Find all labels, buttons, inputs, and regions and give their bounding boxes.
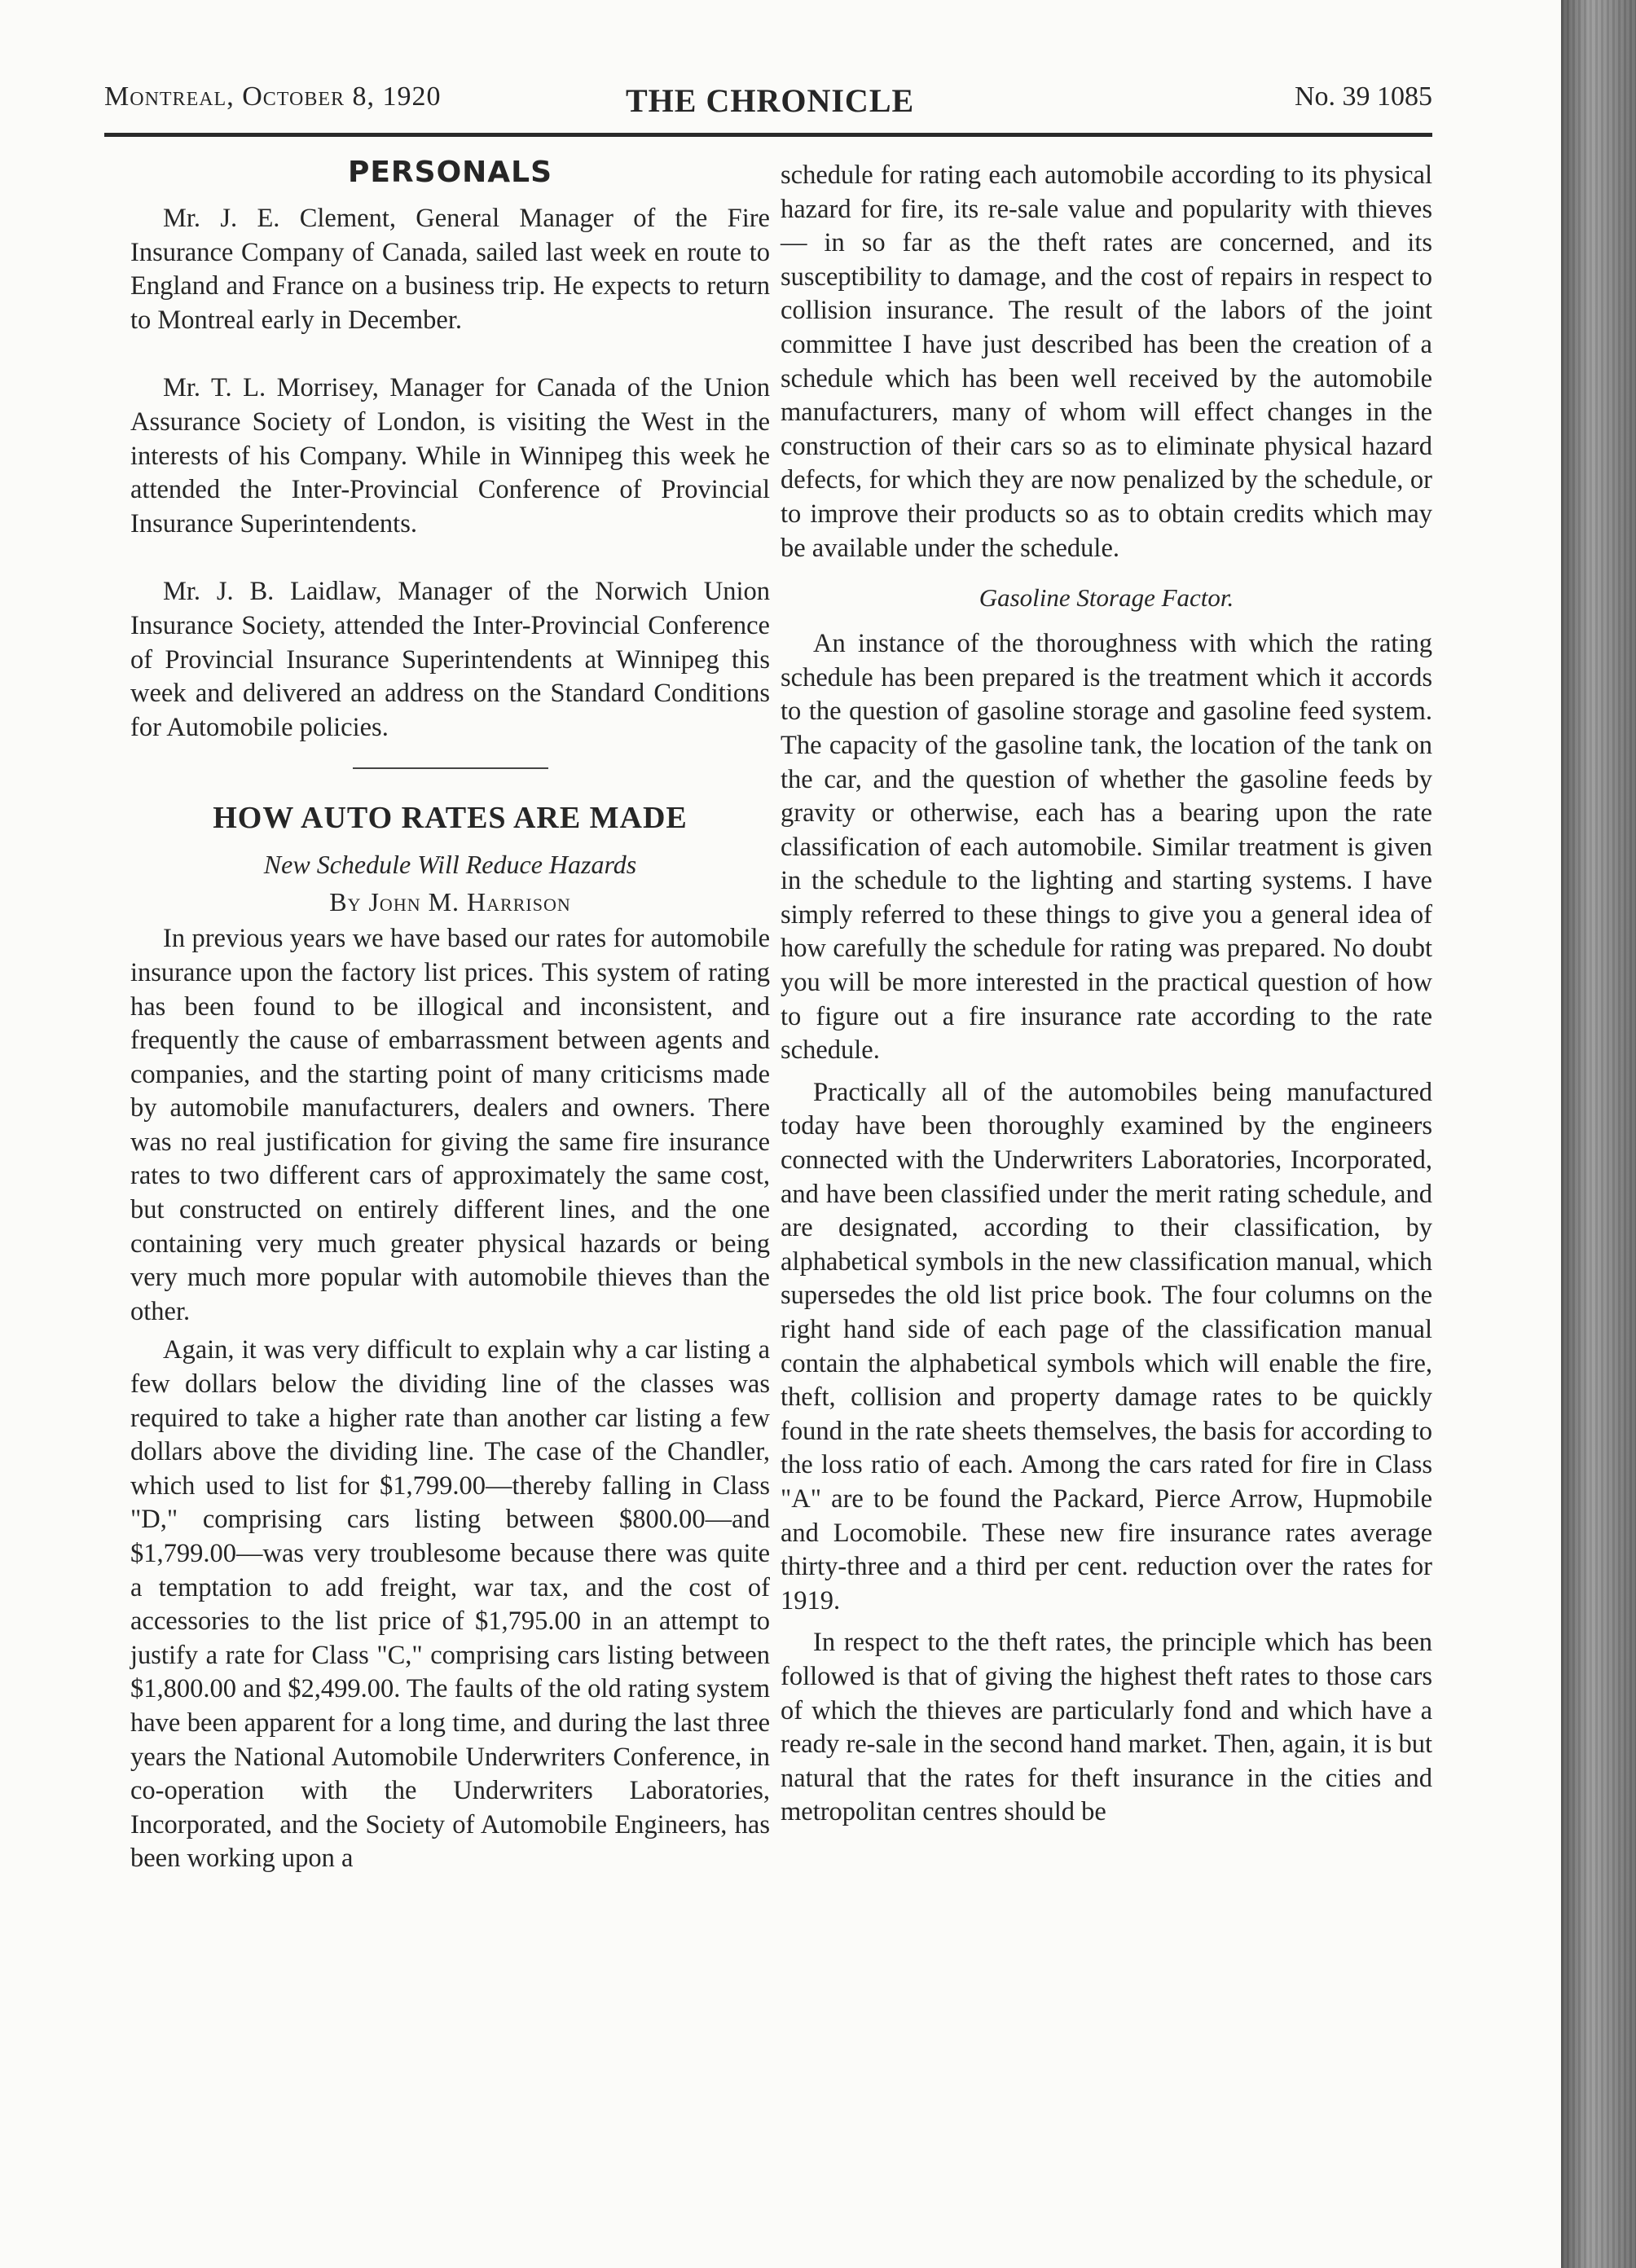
article-paragraph: An instance of the thoroughness with which the rating schedule has been prepared is the treatment which it accords to the question of gasoline storage and gasoline feed system. The capacity of the gasoline tank, the location of the tank on the car, and the question of whether the gasoline feeds by gravity or otherwise, each has a bearing upon the rate classification of each automobile. Similar treatment is given in the schedule to the lighting and starting systems. I have simply referred to these things to give you a general idea of how carefully the schedule for rating was prepared. No doubt you will be more interested in the practical question of how to figure out a fire insurance rate according to the rate schedule. <box>781 629 1432 1066</box>
page-header <box>104 81 1432 130</box>
book-spine-edge <box>1561 0 1636 2268</box>
header-issue-page: No. 39 1085 <box>1294 81 1432 112</box>
personal-paragraph: Mr. J. E. Clement, General Manager of the Fire Insurance Company of Canada, sailed last week en route to England and France on a business trip. He expects to return to Montreal early in December. <box>130 204 770 335</box>
personals-heading: PERSONALS <box>347 156 553 189</box>
article-paragraph: In previous years we have based our rates for automobile insurance upon the factory list prices. This system of rating has been found to be illogical and inconsistent, and frequently the cause of embarrassment between agents and companies, and the starting point of many criticisms made by automobile manufacturers, dealers and owners. There was no real justification for giving the same fire insurance rates to two different cars of approximately the same cost, but constructed on entirely different lines, and the one containing very much greater physical hazards or being very much more popular with automobile thieves than the other. <box>130 924 770 1326</box>
article-paragraph: In respect to the theft rates, the principle which has been followed is that of giving the highest theft rates to those cars of which the thieves are particularly fond and which have a ready re-sale in the second hand market. Then, again, it is but natural that the rates for theft insurance in the cities and metropolitan centres should be <box>781 1628 1432 1827</box>
header-publication-title: THE CHRONICLE <box>626 82 915 119</box>
header-rule <box>104 133 1432 137</box>
article-continuation: schedule for rating each automobile according to its physical hazard for fire, its re-sale value and popularity with thieves— in so far as the theft rates are concerned, and its susceptibility to damage, and the cost of repairs in respect to collision insurance. The result of the labors of the joint committee I have just described has been the creation of a schedule which has been well received by the automobile manufacturers, many of whom will effect changes in the construction of their cars so as to eliminate physical hazard defects, for which they are now penalized by the schedule, or to improve their products so as to obtain credits which may be available under the schedule. <box>781 160 1432 563</box>
section-divider <box>353 767 548 769</box>
left-column <box>130 153 770 1876</box>
article-paragraph: Again, it was very difficult to explain why a car listing a few dollars below the dividing line of the classes was required to take a higher rate than another car listing a few dollars above the dividing line. The case of the Chandler, which used to list for $1,799.00—thereby falling in Class "D," comprising cars listing between $800.00—and $1,799.00—was very troublesome because there was quite a temptation to add freight, war tax, and the cost of accessories to the list price of $1,795.00 in an attempt to justify a rate for Class "C," comprising cars listing between $1,800.00 and $2,499.00. The faults of the old rating system have been apparent for a long time, and during the last three years the National Automobile Underwriters Conference, in co-operation with the Underwriters Laboratories, Incorporated, and the Society of Automobile Engineers, has been working upon a <box>130 1335 770 1874</box>
personal-paragraph: Mr. T. L. Morrisey, Manager for Canada of the Union Assurance Society of London, is visiting the West in the interests of his Company. While in Winnipeg this week he attended the Inter-Provincial Conference of Provincial Insurance Superintendents. <box>130 373 770 538</box>
right-column <box>781 159 1432 1830</box>
header-dateline: Montreal, October 8, 1920 <box>104 81 442 112</box>
section-heading: Gasoline Storage Factor. <box>979 583 1234 613</box>
personal-paragraph: Mr. J. B. Laidlaw, Manager of the Norwich Union Insurance Society, attended the Inter-Provincial Conference of Provincial Insurance Superintendents at Winnipeg this week and delivered an address on the Standard Conditions for Automobile policies. <box>130 577 770 742</box>
article-subheading: New Schedule Will Reduce Hazards <box>263 850 637 880</box>
article-paragraph: Practically all of the automobiles being manufactured today have been thoroughly examined by the engineers connected with the Underwriters Laboratories, Incorporated, and have been classified under the merit rating schedule, and are designated, according to their classification, by alphabetical symbols in the new classification manual, which supersedes the old list price book. The four columns on the right hand side of each page of the classification manual contain the alphabetical symbols which will enable the fire, theft, collision and property damage rates to be quickly found in the rate sheets themselves, the basis for according to the loss ratio of each. Among the cars rated for fire in Class "A" are to be found the Packard, Pierce Arrow, Hupmobile and Locomobile. These new fire insurance rates average thirty-three and a third per cent. reduction over the rates for 1919. <box>781 1077 1432 1615</box>
article-heading: HOW AUTO RATES ARE MADE <box>213 801 688 836</box>
article-byline: By John M. Harrison <box>329 887 571 917</box>
